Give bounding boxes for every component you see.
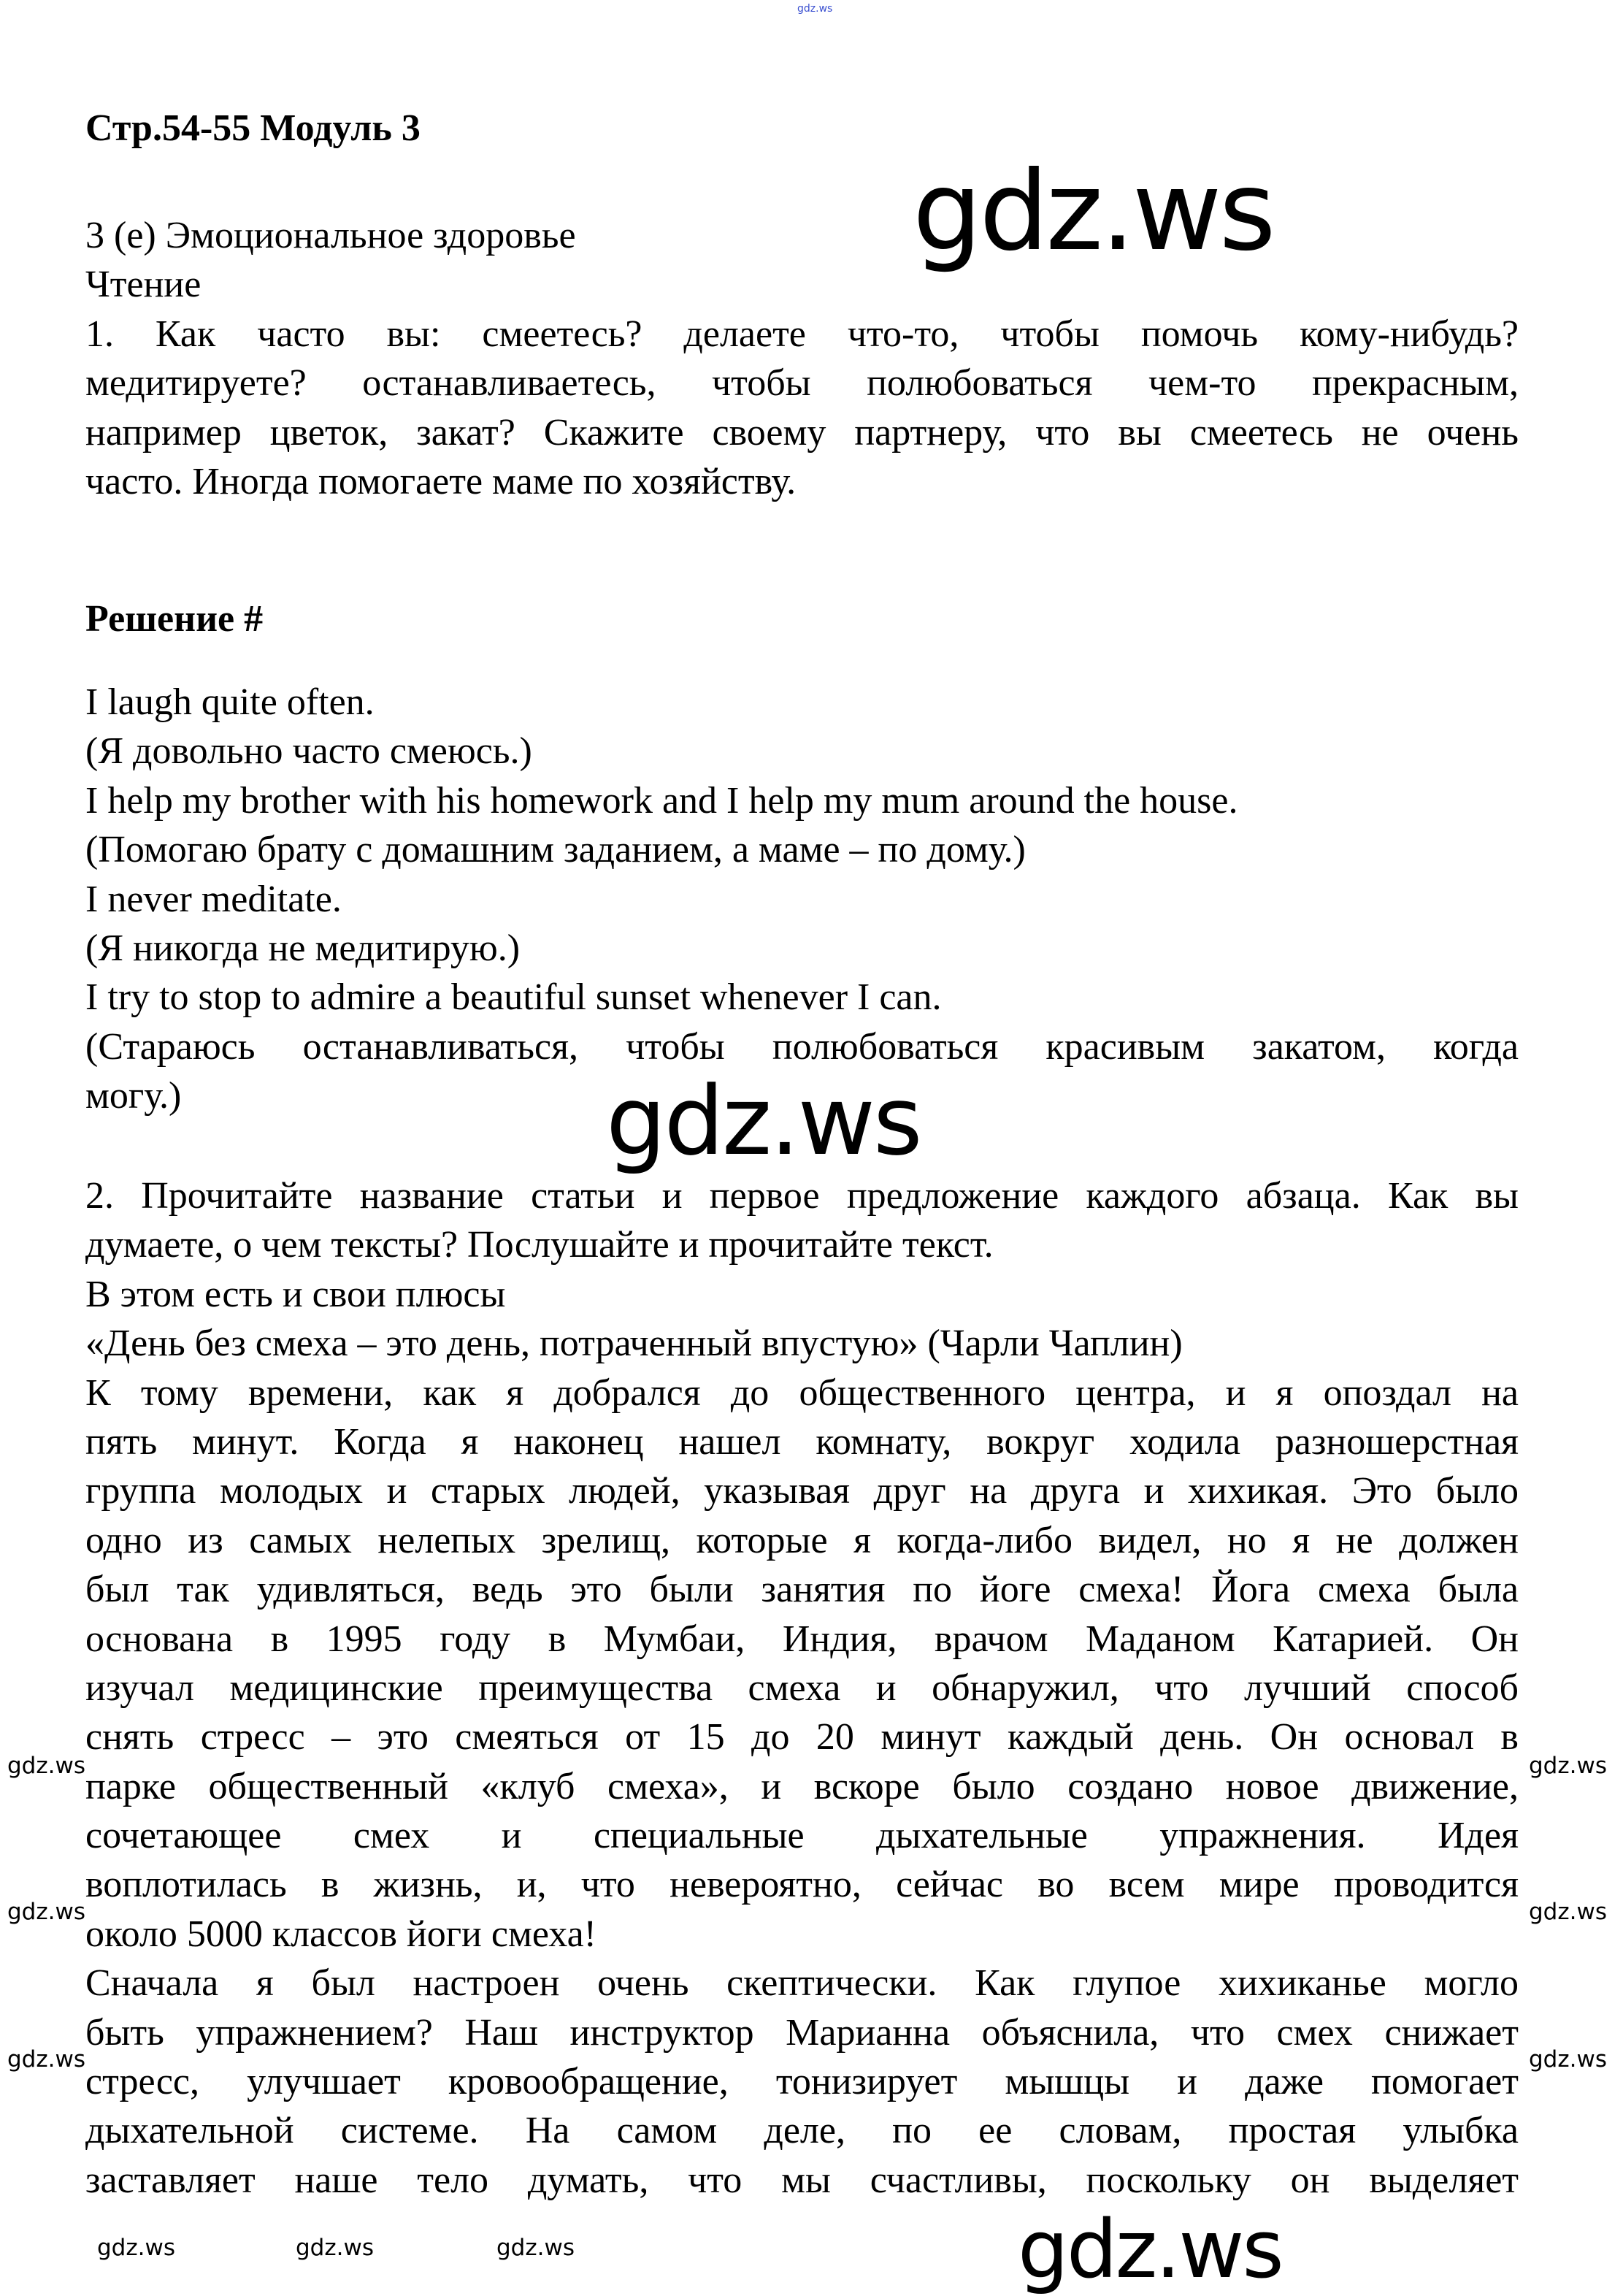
task1-text-line: 1. Как часто вы: смеетесь? делаете что-то, чтобы помочь кому-нибудь? [85,313,1519,355]
section-subtitle: 3 (е) Эмоциональное здоровье [85,215,576,256]
article-line: группа молодых и старых людей, указывая друг на друга и хихикая. Это было [85,1470,1519,1512]
solution-heading-block [85,594,1519,643]
solution-line: (Помогаю брату с домашним заданием, а маме – по дому.) [85,829,1026,871]
watermark-small: gdz.ws [7,1899,85,1925]
watermark-small: gdz.ws [7,2046,85,2073]
article-line: снять стресс – это смеяться от 15 до 20 минут каждый день. Он основал в [85,1716,1519,1759]
article-line: парке общественный «клуб смеха», и вскоре было создано новое движение, [85,1765,1519,1807]
watermark-small: gdz.ws [7,1753,85,1779]
article-line: заставляет наше тело думать, что мы счастливы, поскольку он выделяет [85,2159,1519,2201]
article-title: В этом есть и свои плюсы [85,1273,506,1315]
section-label: Чтение [85,264,202,306]
article-line: одно из самых нелепых зрелищ, которые я когда-либо видел, но я не должен [85,1519,1519,1561]
solution-block [85,678,1519,1121]
solution-line: могу.) [85,1075,182,1117]
watermark-small: gdz.ws [1529,1899,1607,1925]
solution-line: I laugh quite often. [85,681,375,723]
article-line: около 5000 классов йоги смеха! [85,1913,596,1955]
task1-text-line: например цветок, закат? Скажите своему партнеру, что вы смеетесь не очень [85,411,1519,454]
task2-block [85,1171,1519,2205]
task2-line: 2. Прочитайте название статьи и первое предложение каждого абзаца. Как вы [85,1175,1519,1217]
page-title: Стр.54-55 Модуль 3 [85,107,421,149]
watermark-large: gdz.ws [913,148,1273,275]
task2-line: думаете, о чем тексты? Послушайте и прочитайте текст. [85,1224,994,1266]
watermark-small: gdz.ws [296,2235,374,2261]
article-line: изучал медицинские преимущества смеха и обнаружил, что лучший способ [85,1666,1519,1709]
task1-block [85,211,1519,506]
watermark-small: gdz.ws [496,2235,575,2261]
article-line: Сначала я был настроен очень скептически. Как глупое хихиканье могло [85,1962,1519,2005]
article-line: сочетающее смех и специальные дыхательные упражнения. Идея [85,1815,1519,1857]
watermark-large: gdz.ws [606,1065,921,1176]
article-line: дыхательной системе. На самом деле, по ее словам, простая улыбка [85,2110,1519,2152]
watermark-small: gdz.ws [1529,1753,1607,1779]
task1-text-line: медитируете? останавливаетесь, чтобы полюбоваться чем-то прекрасным, [85,362,1519,405]
solution-line: I help my brother with his homework and I help my mum around the house. [85,779,1238,822]
article-line: основана в 1995 году в Мумбаи, Индия, врачом Маданом Катарией. Он [85,1618,1519,1660]
page-title-block [85,104,1519,153]
task1-text-line: часто. Иногда помогаете маме по хозяйству. [85,460,797,502]
solution-heading: Решение # [85,598,264,640]
solution-line: (Я никогда не медитирую.) [85,927,521,969]
article-line: пять минут. Когда я наконец нашел комнату, вокруг ходила разношерстная [85,1420,1519,1463]
solution-line: I try to stop to admire a beautiful sunset whenever I can. [85,976,942,1019]
article-quote: «День без смеха – это день, потраченный впустую» (Чарли Чаплин) [85,1323,1183,1365]
article-line: был так удивляться, ведь это были занятия по йоге смеха! Йога смеха была [85,1569,1519,1611]
watermark-medium: gdz.ws [1018,2203,1282,2296]
watermark-small: gdz.ws [1529,2046,1607,2073]
solution-line: (Я довольно часто смеюсь.) [85,730,532,773]
solution-line: I never meditate. [85,878,342,920]
article-line: быть упражнением? Наш инструктор Марианна объяснила, что смех снижает [85,2011,1519,2054]
solution-line: (Стараюсь останавливаться, чтобы полюбоваться красивым закатом, когда [85,1025,1519,1068]
article-line: воплотилась в жизнь, и, что невероятно, сейчас во всем мире проводится [85,1864,1519,1906]
article-line: стресс, улучшает кровообращение, тонизирует мышцы и даже помогает [85,2061,1519,2103]
watermark-top: gdz.ws [797,3,833,15]
watermark-small: gdz.ws [97,2235,175,2261]
article-line: К тому времени, как я добрался до общественного центра, и я опоздал на [85,1371,1519,1414]
